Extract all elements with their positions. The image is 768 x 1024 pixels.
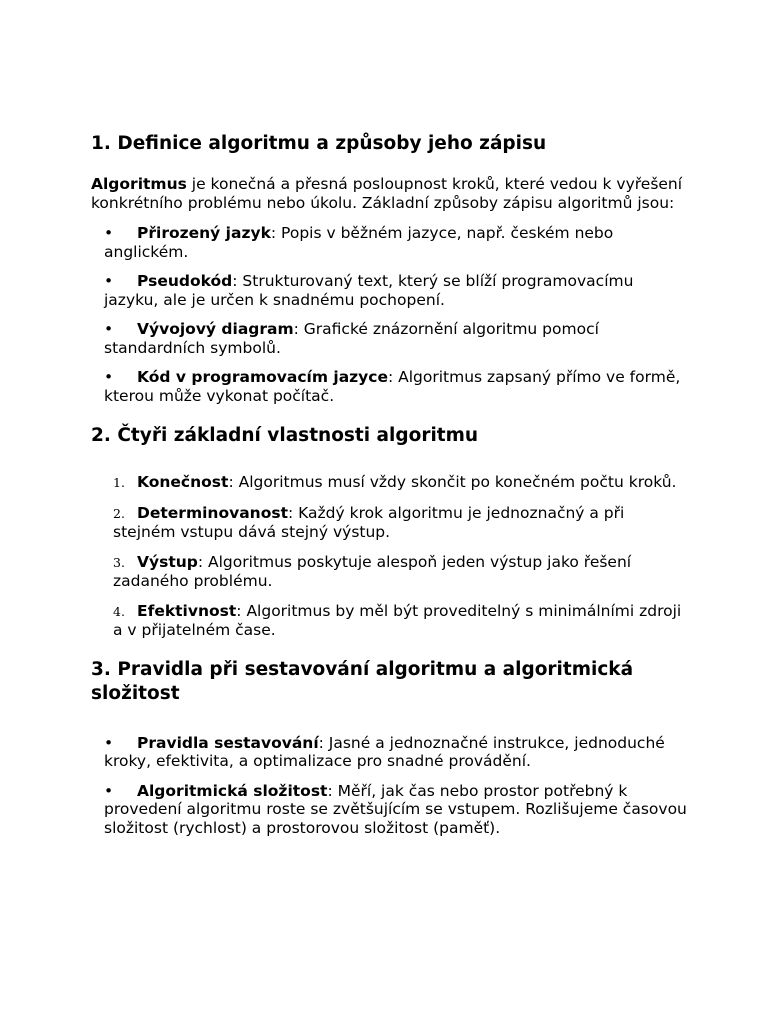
item-text: : Algoritmus musí vždy skončit po konečném počtu kroků.: [228, 473, 677, 491]
item-term: Výstup: [137, 552, 198, 571]
item-term: Determinovanost: [137, 503, 288, 522]
number-marker: 2.: [113, 505, 125, 521]
list-item: [91, 734, 691, 771]
section-1-heading: 1. Definice algoritmu a způsoby jeho zápisu: [91, 133, 547, 154]
list-item: [91, 553, 691, 591]
item-term: Vývojový diagram: [137, 320, 294, 338]
bullet-marker: •: [104, 733, 114, 752]
item-term: Pravidla sestavování: [137, 733, 319, 752]
notation-methods-list: [91, 224, 691, 405]
item-text: : Algoritmus by měl být proveditelný s minimálními zdroji a v přijatelném čase.: [113, 601, 682, 639]
intro-text: je konečná a přesná posloupnost kroků, které vedou k vyřešení konkrétního problému nebo úkolu. Základní způsoby zápisu algoritmů jsou:: [91, 175, 683, 212]
list-item: [91, 272, 691, 309]
list-item: [91, 473, 691, 493]
item-text: : Popis v běžném jazyce, např. českém nebo anglickém.: [104, 224, 614, 261]
bullet-marker: •: [104, 368, 114, 386]
section-2-heading: 2. Čtyři základní vlastnosti algoritmu: [91, 425, 479, 446]
item-text: : Strukturovaný text, který se blíží programovacímu jazyku, ale je určen k snadnému pochopení.: [104, 272, 634, 309]
item-term: Algoritmická složitost: [137, 781, 328, 800]
number-marker: 4.: [113, 603, 125, 619]
item-text: : Algoritmus zapsaný přímo ve formě, kterou může vykonat počítač.: [104, 368, 681, 405]
bullet-marker: •: [104, 320, 114, 338]
item-text: : Algoritmus poskytuje alespoň jeden výstup jako řešení zadaného problému.: [113, 552, 632, 590]
document-content: [91, 132, 691, 848]
item-text: : Jasné a jednoznačné instrukce, jednoduché kroky, efektivita, a optimalizace pro snadné provádění.: [104, 733, 665, 770]
section-1-intro: [91, 175, 691, 212]
properties-list: [91, 473, 691, 640]
item-term: Konečnost: [137, 473, 229, 491]
item-term: Efektivnost: [137, 601, 237, 620]
list-item: [91, 602, 691, 640]
list-item: [91, 782, 691, 838]
item-text: : Každý krok algoritmu je jednoznačný a při stejném vstupu dává stejný výstup.: [113, 503, 625, 541]
list-item: [91, 224, 691, 261]
rules-complexity-list: [91, 734, 691, 838]
intro-term: Algoritmus: [91, 175, 187, 193]
item-term: Pseudokód: [137, 272, 233, 290]
bullet-marker: •: [104, 224, 114, 242]
bullet-marker: •: [104, 781, 114, 800]
list-item: [91, 320, 691, 357]
number-marker: 1.: [113, 475, 125, 490]
item-text: : Grafické znázornění algoritmu pomocí standardních symbolů.: [104, 320, 599, 357]
item-term: Kód v programovacím jazyce: [137, 368, 388, 386]
list-item: [91, 504, 691, 542]
list-item: [91, 368, 691, 405]
number-marker: 3.: [113, 554, 125, 570]
bullet-marker: •: [104, 272, 114, 290]
item-term: Přirozený jazyk: [137, 224, 271, 242]
item-text: : Měří, jak čas nebo prostor potřebný k provedení algoritmu roste se zvětšujícím se vstupem. Rozlišujeme časovou složitost (rychlost) a prostorovou složitost (paměť).: [104, 781, 687, 837]
section-3-heading: 3. Pravidla při sestavování algoritmu a algoritmická složitost: [91, 658, 634, 704]
